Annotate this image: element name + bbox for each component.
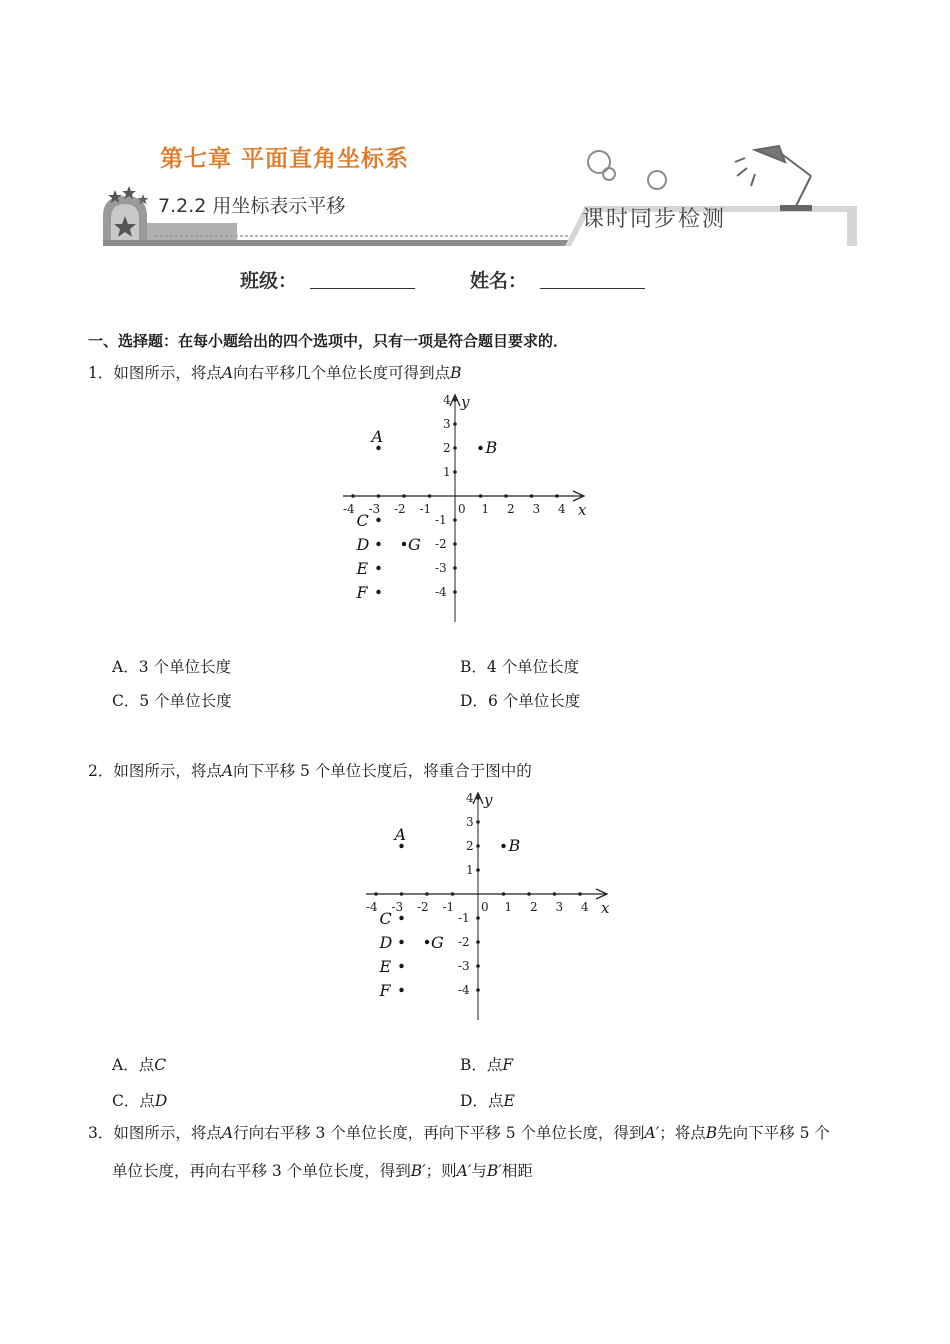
q2-option-d[interactable]: [460, 1090, 515, 1112]
q2-text-b: 向下平移 5 个单位长度后，将重合于图中的: [233, 762, 532, 780]
q1-option-c-text: 5 个单位长度: [139, 692, 232, 710]
q2-option-c-var: D: [154, 1092, 168, 1110]
y-tick-mark: [476, 844, 480, 848]
x-tick-mark: [553, 892, 557, 896]
y-tick-label: 2: [466, 839, 474, 853]
q3-var-b-prime: B′: [410, 1162, 426, 1180]
x-tick-label: -4: [366, 900, 378, 914]
x-tick-label: -1: [419, 502, 432, 516]
q1-var-b: B: [450, 364, 462, 382]
q2-option-c[interactable]: [112, 1090, 167, 1112]
q1-option-d-label: D．: [460, 692, 488, 710]
x-tick-mark: [555, 494, 559, 498]
y-tick-label: 3: [466, 815, 474, 829]
q3-text-1b: 行向右平移 3 个单位长度，再向下平移 5 个单位长度，得到: [233, 1124, 645, 1142]
q1-option-c[interactable]: [112, 690, 232, 712]
y-tick-label: 2: [443, 441, 451, 455]
x-axis-label: x: [578, 501, 587, 519]
y-tick-label: -2: [458, 935, 470, 949]
q1-option-b[interactable]: [460, 656, 579, 678]
q2-var-a: A: [221, 762, 234, 780]
q1-option-b-text: 4 个单位长度: [486, 658, 580, 676]
point-E: [376, 566, 380, 570]
y-tick-mark: [476, 988, 480, 992]
q2-option-c-label: C．: [112, 1092, 140, 1110]
y-tick-label: 1: [443, 465, 451, 479]
y-tick-mark: [453, 398, 457, 402]
point-label-E: E: [379, 957, 392, 976]
q1-option-a[interactable]: [112, 656, 231, 678]
question-2: [88, 760, 532, 782]
y-tick-label: 4: [443, 393, 451, 407]
point-C: [399, 916, 403, 920]
y-tick-label: -4: [458, 983, 470, 997]
x-tick-label: -4: [343, 502, 355, 516]
x-tick-label: -2: [417, 900, 429, 914]
point-A: [399, 844, 403, 848]
point-B: [478, 446, 482, 450]
q2-option-d-text: 点: [487, 1092, 504, 1110]
q3-var-a-prime-2: A′: [456, 1162, 472, 1180]
y-tick-label: -4: [435, 585, 447, 599]
y-tick-mark: [453, 470, 457, 474]
q3-text-2d: 相距: [501, 1162, 533, 1180]
point-C: [376, 518, 380, 522]
q1-text-a: 如图所示，将点: [113, 364, 222, 382]
y-tick-label: 4: [466, 791, 474, 805]
class-label: 班级：: [240, 270, 298, 292]
y-tick-mark: [453, 422, 457, 426]
point-E: [399, 964, 403, 968]
x-tick-label: -3: [368, 502, 381, 516]
q2-number: 2．: [88, 762, 114, 780]
section-heading: 一、选择题：在每小题给出的四个选项中，只有一项是符合题目要求的．: [88, 332, 569, 350]
q2-option-b-var: F: [502, 1056, 514, 1074]
y-tick-label: 3: [443, 417, 451, 431]
y-tick-label: -3: [435, 561, 447, 575]
point-D: [376, 542, 380, 546]
x-tick-mark: [400, 892, 404, 896]
point-F: [376, 590, 380, 594]
q2-option-a-text: 点: [138, 1056, 155, 1074]
point-label-C: C: [379, 909, 392, 928]
y-axis-label: y: [461, 393, 470, 411]
point-D: [399, 940, 403, 944]
q1-option-c-label: C．: [112, 692, 140, 710]
q3-text-2a: 单位长度，再向右平移 3 个单位长度，得到: [112, 1162, 411, 1180]
y-tick-mark: [476, 964, 480, 968]
y-tick-mark: [453, 566, 457, 570]
question-3-line-2: [112, 1160, 533, 1182]
x-tick-mark: [402, 494, 406, 498]
point-label-D: D: [356, 535, 370, 554]
x-tick-mark: [351, 494, 355, 498]
x-tick-label: -1: [442, 900, 455, 914]
point-label-B: B: [508, 836, 521, 855]
x-tick-label: 2: [530, 900, 538, 914]
q1-coordinate-figure: [335, 390, 595, 630]
q2-option-b-text: 点: [486, 1056, 503, 1074]
lamp-icon: [735, 146, 811, 210]
y-tick-mark: [453, 446, 457, 450]
q3-text-2b: ；则: [425, 1162, 457, 1180]
x-tick-label: 0: [458, 502, 466, 516]
point-label-F: F: [379, 981, 391, 1000]
y-tick-label: -3: [458, 959, 470, 973]
name-label: 姓名：: [470, 270, 528, 292]
x-tick-label: 1: [481, 502, 490, 516]
x-tick-label: 4: [581, 900, 589, 914]
y-axis-label: y: [484, 791, 493, 809]
q2-option-a[interactable]: [112, 1054, 166, 1076]
y-tick-label: -1: [458, 911, 470, 925]
point-label-G: G: [408, 535, 421, 554]
x-tick-mark: [451, 892, 455, 896]
y-tick-mark: [476, 868, 480, 872]
x-tick-label: -3: [391, 900, 404, 914]
q1-option-a-label: A．: [112, 658, 139, 676]
point-label-A: A: [371, 427, 384, 446]
question-3-line-1: [88, 1122, 830, 1144]
x-tick-label: -2: [394, 502, 406, 516]
q2-option-c-text: 点: [139, 1092, 155, 1110]
q3-number: 3．: [88, 1124, 114, 1142]
q1-option-d-text: 6 个单位长度: [487, 692, 581, 710]
q3-var-b: B: [705, 1124, 718, 1142]
q2-option-a-var: C: [154, 1056, 167, 1074]
y-tick-label: -2: [435, 537, 447, 551]
q1-option-a-text: 3 个单位长度: [138, 658, 231, 676]
q2-option-b-label: B．: [460, 1056, 487, 1074]
point-G: [425, 940, 429, 944]
x-tick-mark: [578, 892, 582, 896]
x-tick-label: 4: [558, 502, 566, 516]
point-A: [376, 446, 380, 450]
q3-var-b-prime-2: B′: [486, 1162, 502, 1180]
y-tick-mark: [476, 796, 480, 800]
q3-var-a-prime: A′: [644, 1124, 660, 1142]
q2-coordinate-figure: [358, 788, 618, 1028]
x-tick-mark: [502, 892, 506, 896]
point-F: [399, 988, 403, 992]
x-tick-label: 1: [504, 900, 513, 914]
y-tick-mark: [476, 820, 480, 824]
q1-option-b-label: B．: [460, 658, 487, 676]
q3-text-1d: 先向下平移 5 个: [717, 1124, 830, 1142]
x-tick-label: 0: [481, 900, 489, 914]
x-axis-label: x: [601, 899, 610, 917]
point-label-G: G: [431, 933, 444, 952]
point-B: [501, 844, 505, 848]
q2-option-b[interactable]: [460, 1054, 513, 1076]
point-label-E: E: [356, 559, 369, 578]
question-1: [88, 362, 462, 384]
q3-var-a: A: [221, 1124, 234, 1142]
y-tick-label: -1: [435, 513, 447, 527]
q2-option-d-label: D．: [460, 1092, 488, 1110]
name-blank[interactable]: [540, 264, 645, 289]
q2-option-d-var: E: [503, 1092, 515, 1110]
chapter-title: 第七章 平面直角坐标系: [160, 146, 410, 172]
y-tick-mark: [453, 590, 457, 594]
q1-option-d[interactable]: [460, 690, 580, 712]
q1-var-a: A: [221, 364, 234, 382]
point-label-C: C: [356, 511, 369, 530]
q2-text-a: 如图所示，将点: [113, 762, 222, 780]
point-G: [402, 542, 406, 546]
y-tick-mark: [476, 916, 480, 920]
y-tick-mark: [476, 940, 480, 944]
point-label-B: B: [485, 438, 498, 457]
x-tick-mark: [530, 494, 534, 498]
section-title: 7.2.2 用坐标表示平移: [158, 195, 346, 217]
x-tick-label: 2: [507, 502, 515, 516]
x-tick-mark: [374, 892, 378, 896]
x-tick-label: 3: [555, 900, 564, 914]
point-label-D: D: [379, 933, 393, 952]
x-tick-mark: [504, 494, 508, 498]
q3-text-2c: 与: [471, 1162, 487, 1180]
q3-text-1c: ；将点: [659, 1124, 706, 1142]
point-label-F: F: [356, 583, 368, 602]
y-tick-mark: [453, 518, 457, 522]
x-tick-mark: [479, 494, 483, 498]
sync-test-badge: 课时同步检测: [582, 207, 727, 232]
y-tick-label: 1: [466, 863, 474, 877]
x-tick-mark: [425, 892, 429, 896]
y-tick-mark: [453, 542, 457, 546]
x-tick-mark: [377, 494, 381, 498]
x-tick-mark: [527, 892, 531, 896]
x-tick-label: 3: [532, 502, 541, 516]
q1-text-b: 向右平移几个单位长度可得到点: [233, 364, 451, 382]
q3-text-1a: 如图所示，将点: [113, 1124, 222, 1142]
point-label-A: A: [394, 825, 407, 844]
class-blank[interactable]: [310, 264, 415, 289]
q2-option-a-label: A．: [112, 1056, 139, 1074]
q1-number: 1．: [88, 364, 114, 382]
x-tick-mark: [428, 494, 432, 498]
